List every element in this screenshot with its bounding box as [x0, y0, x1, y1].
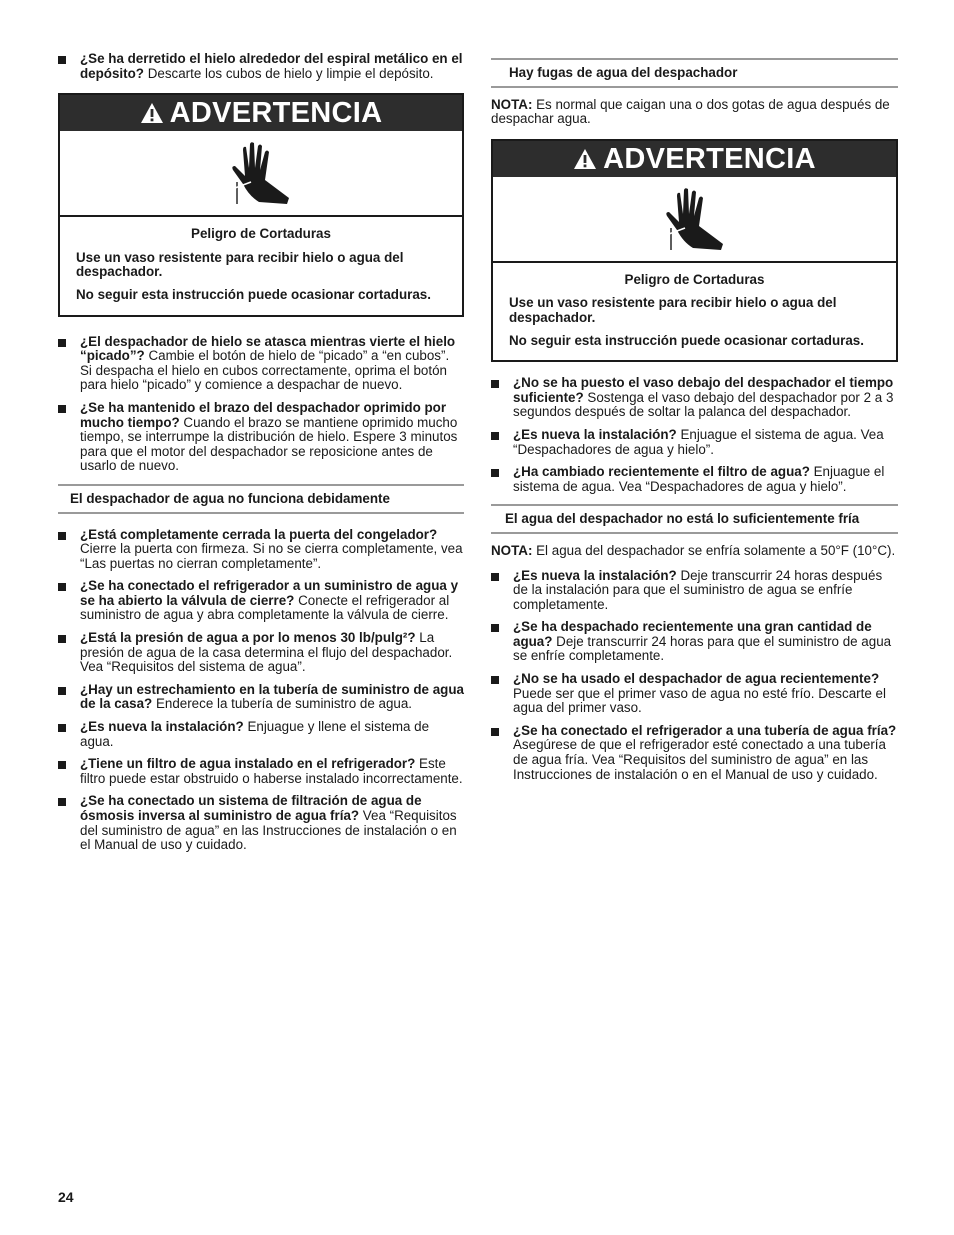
section-heading: Hay fugas de agua del despachador	[491, 58, 898, 88]
list-item: ¿No se ha usado el despachador de agua recientemente? Puede ser que el primer vaso de agua no esté frío. Descarte el agua del primer vaso.	[491, 672, 898, 716]
list-item: ¿Es nueva la instalación? Enjuague el sistema de agua. Vea “Despachadores de agua y hielo”.	[491, 428, 898, 457]
list-item: ¿El despachador de hielo se atasca mientras vierte el hielo “picado”? Cambie el botón de hielo de “picado” a “en cubos”. Si despacha el hielo en cubos correctamente, oprima el botón para hielo “picado” y comience a despachar de nuevo.	[58, 335, 464, 393]
list-item: ¿Es nueva la instalación? Enjuague y llene el sistema de agua.	[58, 720, 464, 749]
warning-box	[58, 93, 464, 316]
list-item: ¿Ha cambiado recientemente el filtro de agua? Enjuague el sistema de agua. Vea “Despachadores de agua y hielo”.	[491, 465, 898, 494]
warning-consequence: No seguir esta instrucción puede ocasionar cortaduras.	[76, 286, 431, 302]
page-number: 24	[58, 1189, 74, 1205]
warning-body	[60, 217, 462, 314]
note: NOTA: El agua del despachador se enfría solamente a 50°F (10°C).	[491, 542, 896, 558]
leak-items-list	[491, 376, 898, 494]
warning-header	[493, 141, 896, 177]
warning-instruction: Use un vaso resistente para recibir hielo o agua del despachador.	[509, 295, 837, 325]
hazard-label: Peligro de Cortaduras	[624, 271, 765, 287]
ice-items-list	[58, 335, 464, 474]
list-item: ¿No se ha puesto el vaso debajo del despachador el tiempo suficiente? Sostenga el vaso debajo del despachador por 2 a 3 segundos después de soltar la palanca del despachador.	[491, 376, 898, 420]
list-item: ¿Se ha conectado el refrigerador a una tubería de agua fría? Asegúrese de que el refrigerador esté conectado a una tubería de agua fría. Vea “Requisitos del suministro de agua” en las Instrucciones de instalación o en el Manual de uso y cuidado.	[491, 724, 898, 782]
warning-box	[491, 139, 898, 362]
warning-triangle-icon	[573, 148, 597, 170]
section-heading: El agua del despachador no está lo suficientemente fría	[491, 504, 898, 534]
section-heading: El despachador de agua no funciona debidamente	[58, 484, 464, 514]
cut-hazard-hand-icon	[229, 140, 293, 206]
top-items-list	[58, 52, 464, 81]
cut-hazard-hand-icon	[663, 186, 727, 252]
warning-title: ADVERTENCIA	[169, 97, 383, 130]
list-item: ¿Es nueva la instalación? Deje transcurrir 24 horas después de la instalación para que el suministro de agua se enfríe completamente.	[491, 569, 898, 613]
left-column	[58, 52, 464, 861]
warning-body	[493, 263, 896, 360]
warning-triangle-icon	[140, 102, 164, 124]
list-item: ¿Se ha mantenido el brazo del despachador oprimido por mucho tiempo? Cuando el brazo se mantiene oprimido mucho tiempo, se interrumpe la distribución de hielo. Espere 3 minutos para que el motor del despachador se reposicione antes de usarlo de nuevo.	[58, 401, 464, 474]
warning-title: ADVERTENCIA	[603, 142, 816, 175]
list-item: ¿Se ha conectado el refrigerador a un suministro de agua y se ha abierto la válvula de cierre? Conecte el refrigerador al suministro de agua y abra completamente la válvula de cierre.	[58, 579, 464, 623]
hazard-label: Peligro de Cortaduras	[191, 226, 331, 242]
cold-items-list	[491, 569, 898, 783]
list-item: ¿Hay un estrechamiento en la tubería de suministro de agua de la casa? Enderece la tubería de suministro de agua.	[58, 683, 464, 712]
list-item: ¿Está completamente cerrada la puerta del congelador? Cierre la puerta con firmeza. Si no se cierra completamente, vea “Las puertas no cierran completamente”.	[58, 528, 464, 572]
list-item: ¿Tiene un filtro de agua instalado en el refrigerador? Este filtro puede estar obstruido o haberse instalado incorrectamente.	[58, 757, 464, 786]
list-item: ¿Se ha despachado recientemente una gran cantidad de agua? Deje transcurrir 24 horas para que el suministro de agua se enfríe completamente.	[491, 620, 898, 664]
warning-instruction: Use un vaso resistente para recibir hielo o agua del despachador.	[76, 249, 404, 280]
list-item: ¿Está la presión de agua a por lo menos 30 lb/pulg²? La presión de agua de la casa determina el flujo del despachador. Vea “Requisitos del sistema de agua”.	[58, 631, 464, 675]
warning-header	[60, 95, 462, 131]
warning-consequence: No seguir esta instrucción puede ocasionar cortaduras.	[509, 332, 864, 348]
list-item: ¿Se ha conectado un sistema de filtración de agua de ósmosis inversa al suministro de agua fría? Vea “Requisitos del suministro de agua” en las Instrucciones de instalación o en el Manual de uso y cuidado.	[58, 794, 464, 852]
right-column	[491, 58, 898, 790]
warning-pictogram	[60, 131, 462, 217]
note: NOTA: Es normal que caigan una o dos gotas de agua después de despachar agua.	[491, 96, 890, 127]
list-item: ¿Se ha derretido el hielo alrededor del espiral metálico en el depósito? Descarte los cubos de hielo y limpie el depósito.	[58, 52, 464, 81]
warning-pictogram	[493, 177, 896, 263]
water-items-list	[58, 528, 464, 853]
